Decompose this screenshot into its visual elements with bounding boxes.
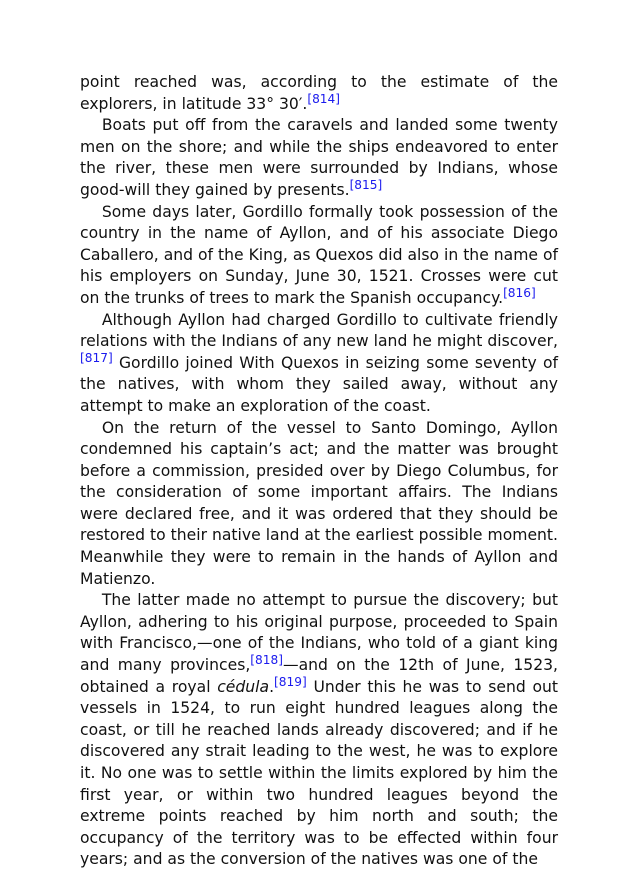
footnote-link[interactable]: [818] — [250, 652, 283, 667]
footnote-link[interactable]: [817] — [80, 350, 113, 365]
body-text: Under this he was to send out vessels in 1524, to run eight hundred leagues along the coast, or till he reached lands already discovered; and if he discovered any strait leading to the west, he was to explore it. No one was to settle within the limits explored by him the first year, or within two hundred leagues beyond the extreme points reached by him north and south; the occupancy of the territory was to be effected within four years; and as the conversion of the natives was one of the — [80, 677, 558, 869]
footnote-link[interactable]: [814] — [307, 91, 341, 106]
footnote-link[interactable]: [816] — [503, 285, 536, 300]
page-body — [80, 72, 558, 871]
body-text: On the return of the vessel to Santo Domingo, Ayllon condemned his captain’s act; and the matter was brought before a commission, presided over by Diego Columbus, for the consideration of some important affairs. The Indians were declared free, and it was ordered that they should be restored to their native land at the earliest possible moment. Meanwhile they were to remain in the hands of Ayllon and Matienzo. — [80, 418, 558, 588]
paragraph — [80, 115, 558, 201]
paragraph — [80, 590, 558, 871]
footnote-link[interactable]: [819] — [274, 674, 307, 689]
body-text: Boats put off from the caravels and landed some twenty men on the shore; and while the ships endeavored to enter the river, these men were surrounded by Indians, whose good-will they gained by presents. — [80, 116, 558, 199]
body-text: Some days later, Gordillo formally took possession of the country in the name of Ayllon, and of his associate Diego Caballero, and of the King, as Quexos did also in the name of his employers on Sunday, June 30, 1521. Crosses were cut on the trunks of trees to mark the Spanish occupancy. — [80, 202, 558, 307]
paragraph — [80, 72, 558, 115]
italic-text: cédula — [217, 677, 270, 696]
body-text: The latter made no attempt to pursue the discovery; but Ayllon, adhering to his original purpose, proceeded to Spain with Francisco,—one of the Indians, who told of a giant king and many provinces, — [80, 591, 558, 675]
footnote-link[interactable]: [815] — [349, 177, 383, 192]
paragraph — [80, 310, 558, 418]
paragraph — [80, 202, 558, 310]
body-text: —and on the 12th of June, 1523, obtained a royal — [80, 656, 558, 696]
body-text: Gordillo joined With Quexos in seizing some seventy of the natives, with whom they sailed away, without any attempt to make an exploration of the coast. — [80, 353, 558, 415]
body-text: Although Ayllon had charged Gordillo to cultivate friendly relations with the Indians of any new land he might discover, — [80, 310, 558, 351]
paragraph — [80, 418, 558, 591]
body-text: . — [269, 677, 275, 696]
body-text: point reached was, according to the estimate of the explorers, in latitude 33° 30′. — [80, 73, 558, 113]
